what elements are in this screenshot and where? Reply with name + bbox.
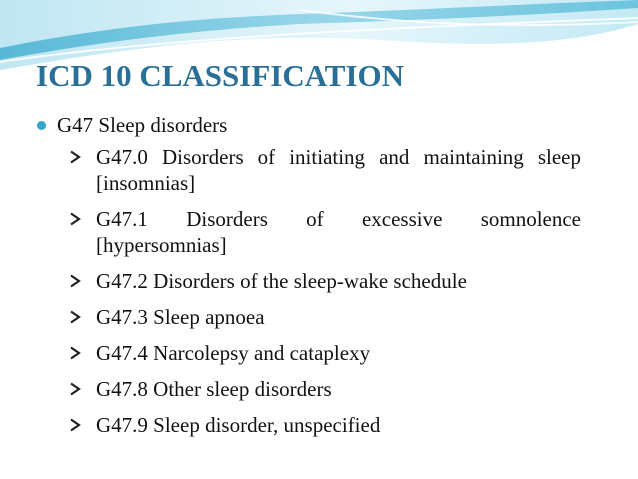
sub-bullet-text: G47.3 Sleep apnoea (96, 305, 265, 329)
sub-bullet-text: G47.9 Sleep disorder, unspecified (96, 413, 381, 437)
sub-bullet-text: G47.1 Disorders of excessive somnolence [hypersomnias] (96, 207, 581, 257)
arrow-chevron-bullet-icon (68, 382, 82, 396)
sub-bullet-text: G47.4 Narcolepsy and cataplexy (96, 341, 371, 365)
sub-bullet-item (36, 412, 581, 438)
sub-bullet-text: G47.2 Disorders of the sleep-wake schedule (96, 269, 467, 293)
arrow-chevron-bullet-icon (68, 418, 82, 432)
top-level-bullet (36, 112, 581, 138)
sub-bullet-text: G47.0 Disorders of initiating and maintaining sleep [insomnias] (96, 145, 581, 195)
sub-bullet-text: G47.8 Other sleep disorders (96, 377, 332, 401)
slide-title: ICD 10 CLASSIFICATION (36, 58, 405, 93)
arrow-chevron-bullet-icon (68, 310, 82, 324)
filled-circle-bullet-icon (37, 121, 46, 130)
arrow-chevron-bullet-icon (68, 274, 82, 288)
sub-bullet-item (36, 304, 581, 330)
bullet-content (36, 112, 581, 448)
sub-bullet-item (36, 268, 581, 294)
sub-bullet-item (36, 144, 581, 196)
sub-bullet-item (36, 376, 581, 402)
top-bullet-text: G47 Sleep disorders (57, 113, 228, 137)
arrow-chevron-bullet-icon (68, 212, 82, 226)
sub-bullet-item (36, 206, 581, 258)
arrow-chevron-bullet-icon (68, 150, 82, 164)
arrow-chevron-bullet-icon (68, 346, 82, 360)
sub-bullet-item (36, 340, 581, 366)
